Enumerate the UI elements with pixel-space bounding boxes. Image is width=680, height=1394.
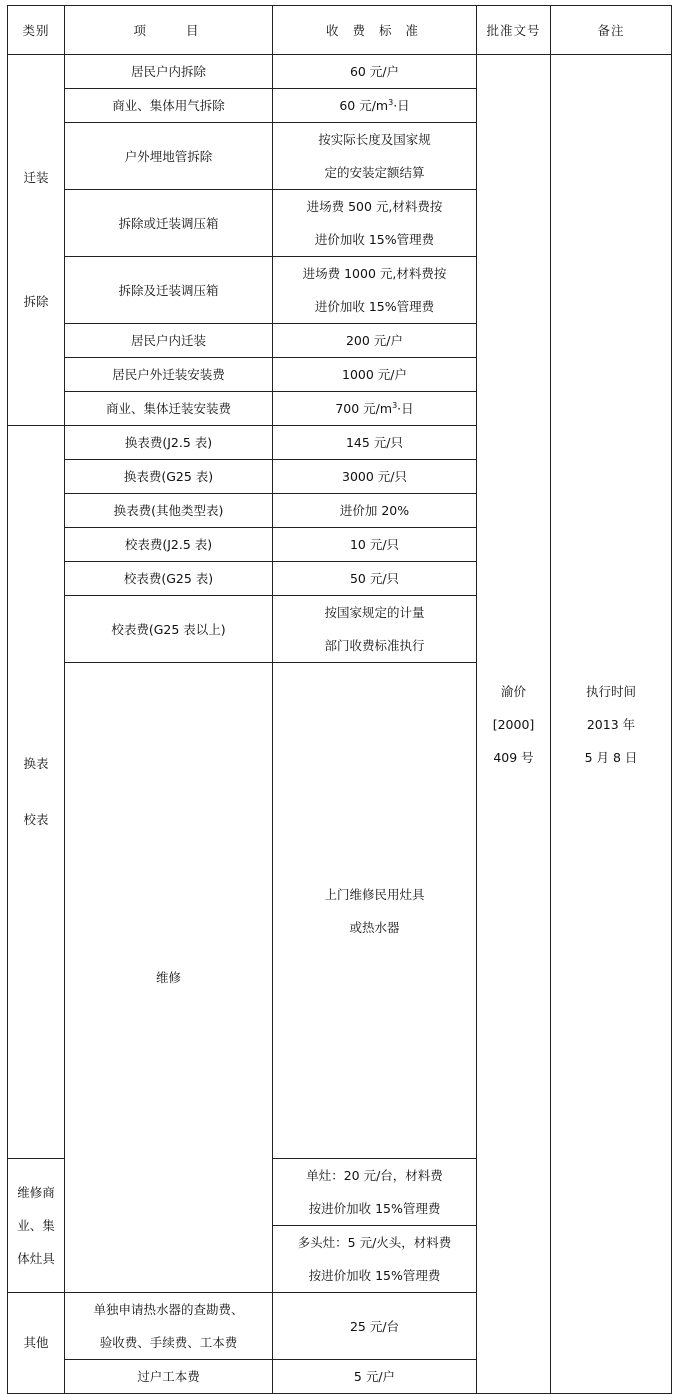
note-line: 执行时间 <box>585 683 636 699</box>
item-cell: 拆除及迁装调压箱 <box>65 257 273 324</box>
note-line: 5 月 8 日 <box>584 749 638 765</box>
fee-cell: 3000 元/只 <box>273 460 477 494</box>
fee-superscript: 3 <box>392 400 398 410</box>
fee-cell: 145 元/只 <box>273 426 477 460</box>
fee-line: 多头灶：5 元/火头，材料费 <box>297 1235 452 1250</box>
category-relocate <box>8 55 65 426</box>
item-cell <box>65 1293 273 1360</box>
item-line: 验收费、手续费、工本费 <box>99 1335 238 1350</box>
fee-text: ·日 <box>397 401 414 416</box>
item-line: 单独申请热水器的查勘费、 <box>93 1302 244 1317</box>
fee-line: 进价加收 15%管理费 <box>314 299 435 314</box>
fee-cell <box>273 596 477 663</box>
fee-cell: 10 元/只 <box>273 528 477 562</box>
fee-line: 单灶：20 元/台，材料费 <box>306 1168 443 1183</box>
fee-cell: 50 元/只 <box>273 562 477 596</box>
approval-line: 渝价 <box>500 683 526 699</box>
category-label: 迁装 <box>23 170 49 185</box>
header-category: 类别 <box>8 6 65 55</box>
fee-cell: 进价加 20% <box>273 494 477 528</box>
approval-line: 409 号 <box>493 749 534 765</box>
note-line: 2013 年 <box>586 716 636 732</box>
fee-cell: 5 元/户 <box>273 1360 477 1394</box>
item-cell: 商业、集体迁装安装费 <box>65 392 273 426</box>
header-item: 项 目 <box>65 6 273 55</box>
fee-cell <box>273 1226 477 1293</box>
fee-line: 定的安装定额结算 <box>324 165 425 180</box>
item-cell: 校表费(G25 表) <box>65 562 273 596</box>
fee-superscript: 3 <box>388 97 394 107</box>
fee-cell: 1000 元/户 <box>273 358 477 392</box>
header-note: 备注 <box>551 6 672 55</box>
approval-line: [2000] <box>492 716 535 732</box>
fee-text: 700 元/m <box>335 401 393 416</box>
fee-cell <box>273 123 477 190</box>
fee-line: 按实际长度及国家规 <box>318 132 431 147</box>
fee-cell <box>273 1159 477 1226</box>
fee-cell <box>273 392 477 426</box>
item-cell: 校表费(J2.5 表) <box>65 528 273 562</box>
fee-line: 进价加收 15%管理费 <box>314 232 435 247</box>
fee-cell <box>273 190 477 257</box>
fee-schedule-table <box>7 5 672 1394</box>
fee-text: 60 元/m <box>339 98 389 113</box>
fee-cell: 200 元/户 <box>273 324 477 358</box>
note-cell <box>551 55 672 1394</box>
approval-number <box>477 55 551 1394</box>
item-cell: 过户工本费 <box>65 1360 273 1394</box>
category-label: 拆除 <box>23 294 49 309</box>
item-line: 上门维修民用灶具 <box>324 886 425 902</box>
fee-line: 按国家规定的计量 <box>324 605 425 620</box>
category-label: 校表 <box>23 812 49 827</box>
table-row <box>8 55 672 89</box>
category-label: 换表 <box>23 756 49 771</box>
fee-line: 按进价加收 15%管理费 <box>308 1268 441 1283</box>
header-fee: 收 费 标 准 <box>273 6 477 55</box>
category-other: 其他 <box>8 1293 65 1394</box>
fee-text: ·日 <box>393 98 410 113</box>
fee-cell: 60 元/户 <box>273 55 477 89</box>
item-cell: 居民户外迁装安装费 <box>65 358 273 392</box>
fee-cell <box>273 89 477 123</box>
item-cell: 换表费(其他类型表) <box>65 494 273 528</box>
item-cell: 居民户内拆除 <box>65 55 273 89</box>
item-cell: 换表费(J2.5 表) <box>65 426 273 460</box>
fee-line: 进场费 500 元,材料费按 <box>306 199 443 214</box>
item-cell: 维修商业、集体灶具 <box>8 1159 65 1293</box>
category-meter <box>8 426 65 1159</box>
fee-line: 部门收费标准执行 <box>324 638 425 653</box>
fee-cell: 25 元/台 <box>273 1293 477 1360</box>
fee-line: 按进价加收 15%管理费 <box>308 1201 441 1216</box>
item-line: 或热水器 <box>349 919 400 935</box>
header-row <box>8 6 672 55</box>
item-cell: 户外埋地管拆除 <box>65 123 273 190</box>
item-cell <box>273 663 477 1159</box>
item-cell: 居民户内迁装 <box>65 324 273 358</box>
fee-cell <box>273 257 477 324</box>
category-repair: 维修 <box>65 663 273 1293</box>
header-approval: 批准文号 <box>477 6 551 55</box>
item-cell: 校表费(G25 表以上) <box>65 596 273 663</box>
item-cell: 拆除或迁装调压箱 <box>65 190 273 257</box>
fee-line: 进场费 1000 元,材料费按 <box>302 266 447 281</box>
item-cell: 商业、集体用气拆除 <box>65 89 273 123</box>
item-cell: 换表费(G25 表) <box>65 460 273 494</box>
